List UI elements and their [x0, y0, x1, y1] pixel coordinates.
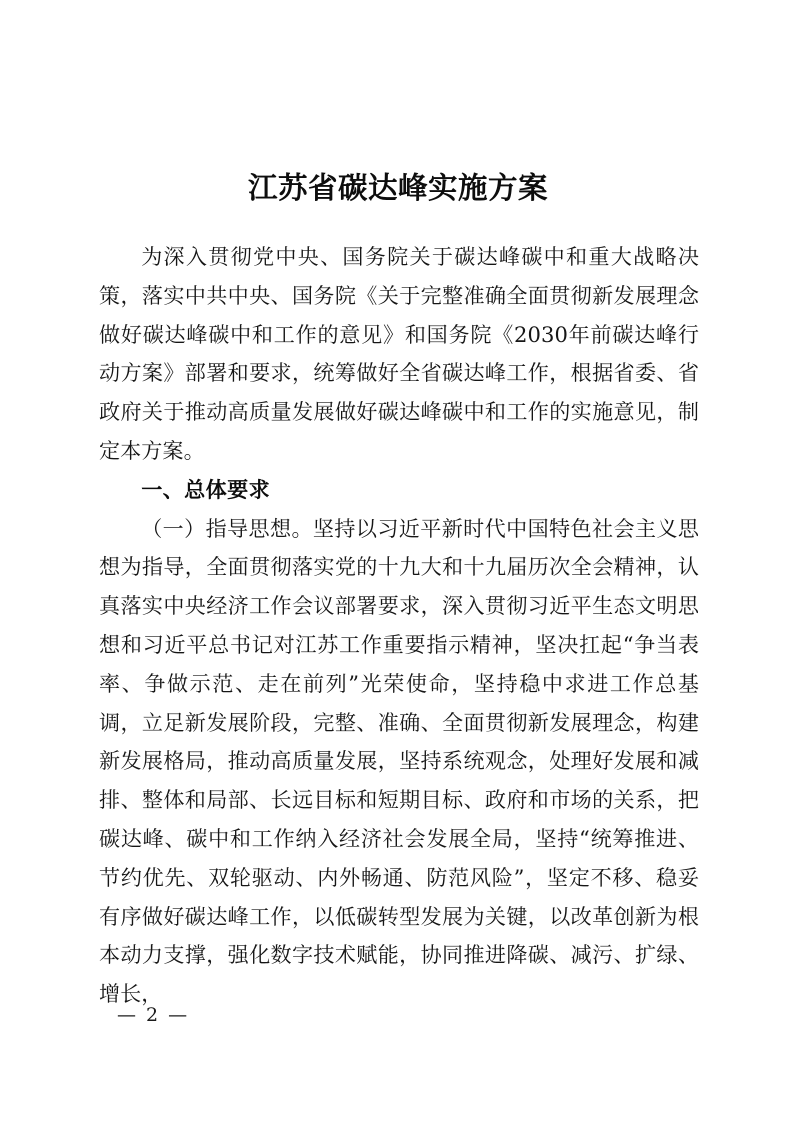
page-title: 江苏省碳达峰实施方案	[247, 170, 548, 205]
page-number: — 2 —	[117, 1004, 190, 1026]
document-body	[99, 238, 699, 1014]
paragraph-preamble: 为深入贯彻党中央、国务院关于碳达峰碳中和重大战略决策，落实中共中央、国务院《关于完整准确全面贯彻新发展理念做好碳达峰碳中和工作的意见》和国务院《2030年前碳达峰行动方案》部署和要求，统筹做好全省碳达峰工作，根据省委、省政府关于推动高质量发展做好碳达峰碳中和工作的实施意见，制定本方案。	[99, 244, 699, 463]
section-heading-general-requirements: 一、总体要求	[141, 476, 271, 502]
paragraph-guiding-ideology: （一）指导思想。坚持以习近平新时代中国特色社会主义思想为指导，全面贯彻落实党的十九大和十九届历次全会精神，认真落实中央经济工作会议部署要求，深入贯彻习近平生态文明思想和习近平总书记对江苏工作重要指示精神，坚决扛起“争当表率、争做示范、走在前列”光荣使命，坚持稳中求进工作总基调，立足新发展阶段，完整、准确、全面贯彻新发展理念，构建新发展格局，推动高质量发展，坚持系统观念，处理好发展和减排、整体和局部、长远目标和短期目标、政府和市场的关系，把碳达峰、碳中和工作纳入经济社会发展全局，坚持“统筹推进、节约优先、双轮驱动、内外畅通、防范风险”，坚定不移、稳妥有序做好碳达峰工作，以低碳转型发展为关键，以改革创新为根本动力支撑，强化数字技术赋能，协同推进降碳、减污、扩绿、增长，	[99, 515, 699, 1007]
page-footer	[99, 1000, 699, 1030]
